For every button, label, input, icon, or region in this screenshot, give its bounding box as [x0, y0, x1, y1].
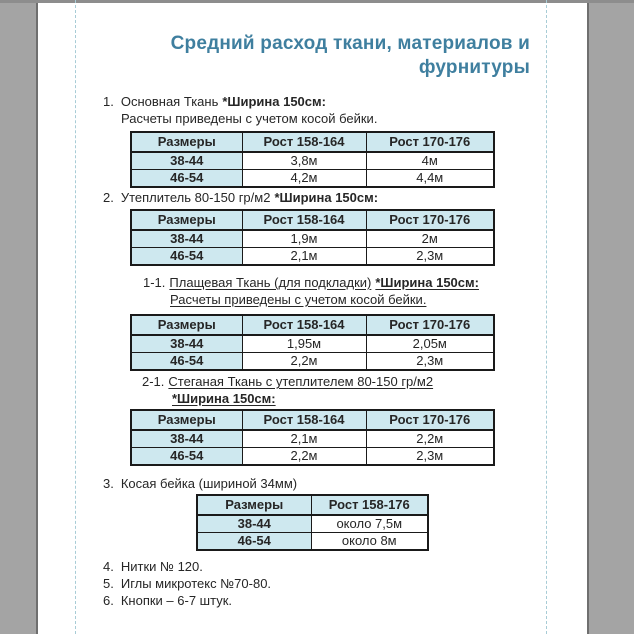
- table-cell: 38-44: [197, 515, 311, 533]
- item-label: Косая бейка (шириной 34мм): [120, 476, 298, 491]
- table-cell: 46-54: [131, 248, 242, 266]
- table-cell: около 8м: [311, 533, 428, 551]
- table-cell: 1,9м: [242, 230, 366, 248]
- table-cell: 38-44: [131, 335, 242, 353]
- list-item-4: [103, 559, 203, 575]
- item-label: Основная Ткань: [120, 94, 219, 109]
- list-item-5: [103, 576, 271, 592]
- table-header-cell: Рост 158-164: [242, 132, 366, 152]
- table-header-row: [131, 132, 494, 152]
- item-width-spec: *Ширина 150см:: [222, 94, 326, 109]
- table-header-cell: Размеры: [131, 410, 242, 430]
- table-header-cell: Рост 158-164: [242, 410, 366, 430]
- item-label: Стеганая Ткань с утеплителем 80-150 гр/м2: [168, 374, 434, 389]
- table-header-cell: Рост 158-176: [311, 495, 428, 515]
- item-number: 5.: [103, 576, 114, 591]
- item-number: 1-1.: [143, 275, 166, 290]
- table-header-cell: Размеры: [131, 315, 242, 335]
- list-item-3: [103, 476, 297, 492]
- table-cell: 2,2м: [242, 448, 366, 466]
- table-row: [131, 353, 494, 371]
- page-title: Средний расход ткани, материалов и фурнитуры: [170, 33, 530, 78]
- table-header-row: [131, 315, 494, 335]
- table-cell: 2,3м: [366, 448, 494, 466]
- table-header-cell: Рост 170-176: [366, 315, 494, 335]
- table-row: [131, 170, 494, 188]
- item-width-spec: *Ширина 150см:: [375, 275, 479, 290]
- viewer-left-margin: [0, 0, 38, 634]
- item-label: Кнопки – 6-7 штук.: [120, 593, 232, 608]
- table-row: [131, 430, 494, 448]
- table-header-row: [131, 410, 494, 430]
- table-header-cell: Рост 170-176: [366, 410, 494, 430]
- table-cell: 2,2м: [366, 430, 494, 448]
- table-cell: 46-54: [131, 353, 242, 371]
- table-header-cell: Рост 158-164: [242, 210, 366, 230]
- insulation-table: [130, 209, 495, 266]
- table-cell: 46-54: [131, 170, 242, 188]
- list-item-1-1: [143, 275, 479, 291]
- table-cell: 1,95м: [242, 335, 366, 353]
- table-cell: 2,3м: [366, 353, 494, 371]
- item-label: Утеплитель 80-150 гр/м2: [120, 190, 271, 205]
- item-number: 2-1.: [142, 374, 165, 389]
- table-cell: 2,1м: [242, 430, 366, 448]
- item-label: Плащевая Ткань (для подкладки): [169, 275, 372, 290]
- list-item-1-1-note: Расчеты приведены с учетом косой бейки.: [170, 292, 427, 307]
- table-header-cell: Размеры: [197, 495, 311, 515]
- bias-tape-table: [196, 494, 429, 551]
- table-header-cell: Рост 170-176: [366, 210, 494, 230]
- table-cell: 38-44: [131, 430, 242, 448]
- item-number: 1.: [103, 94, 114, 109]
- table-cell: 2,2м: [242, 353, 366, 371]
- list-item-6: [103, 593, 232, 609]
- table-cell: 38-44: [131, 230, 242, 248]
- item-width-spec: *Ширина 150см:: [274, 190, 379, 205]
- table-row: [131, 230, 494, 248]
- item-number: 4.: [103, 559, 114, 574]
- quilted-fabric-table: [130, 409, 495, 466]
- table-cell: 3,8м: [242, 152, 366, 170]
- table-row: [131, 248, 494, 266]
- table-header-row: [131, 210, 494, 230]
- table-header-cell: Рост 170-176: [366, 132, 494, 152]
- table-row: [131, 335, 494, 353]
- viewer-top-edge: [0, 0, 634, 3]
- table-cell: 38-44: [131, 152, 242, 170]
- table-header-cell: Рост 158-164: [242, 315, 366, 335]
- table-cell: 46-54: [197, 533, 311, 551]
- table-row: [197, 533, 428, 551]
- list-item-1: [103, 94, 326, 110]
- viewer-right-margin: [587, 0, 634, 634]
- item-number: 6.: [103, 593, 114, 608]
- table-header-cell: Размеры: [131, 132, 242, 152]
- item-label: Нитки № 120.: [120, 559, 203, 574]
- table-header-row: [197, 495, 428, 515]
- table-cell: 4м: [366, 152, 494, 170]
- table-cell: 4,4м: [366, 170, 494, 188]
- text-boundary-guide-left: [75, 0, 76, 634]
- table-cell: 2м: [366, 230, 494, 248]
- table-row: [131, 448, 494, 466]
- table-cell: 2,05м: [366, 335, 494, 353]
- main-fabric-table: [130, 131, 495, 188]
- table-cell: 46-54: [131, 448, 242, 466]
- list-item-2-1: [142, 374, 433, 390]
- item-number: 3.: [103, 476, 114, 491]
- list-item-1-note: Расчеты приведены с учетом косой бейки.: [121, 111, 378, 126]
- text-boundary-guide-right: [546, 0, 547, 634]
- table-row: [131, 152, 494, 170]
- table-cell: 2,1м: [242, 248, 366, 266]
- list-item-2-1-width-spec: *Ширина 150см:: [172, 391, 276, 406]
- item-number: 2.: [103, 190, 114, 205]
- item-label: Иглы микротекс №70-80.: [120, 576, 272, 591]
- table-cell: около 7,5м: [311, 515, 428, 533]
- table-cell: 4,2м: [242, 170, 366, 188]
- table-row: [197, 515, 428, 533]
- table-header-cell: Размеры: [131, 210, 242, 230]
- table-cell: 2,3м: [366, 248, 494, 266]
- list-item-2: [103, 190, 378, 206]
- raincoat-fabric-table: [130, 314, 495, 371]
